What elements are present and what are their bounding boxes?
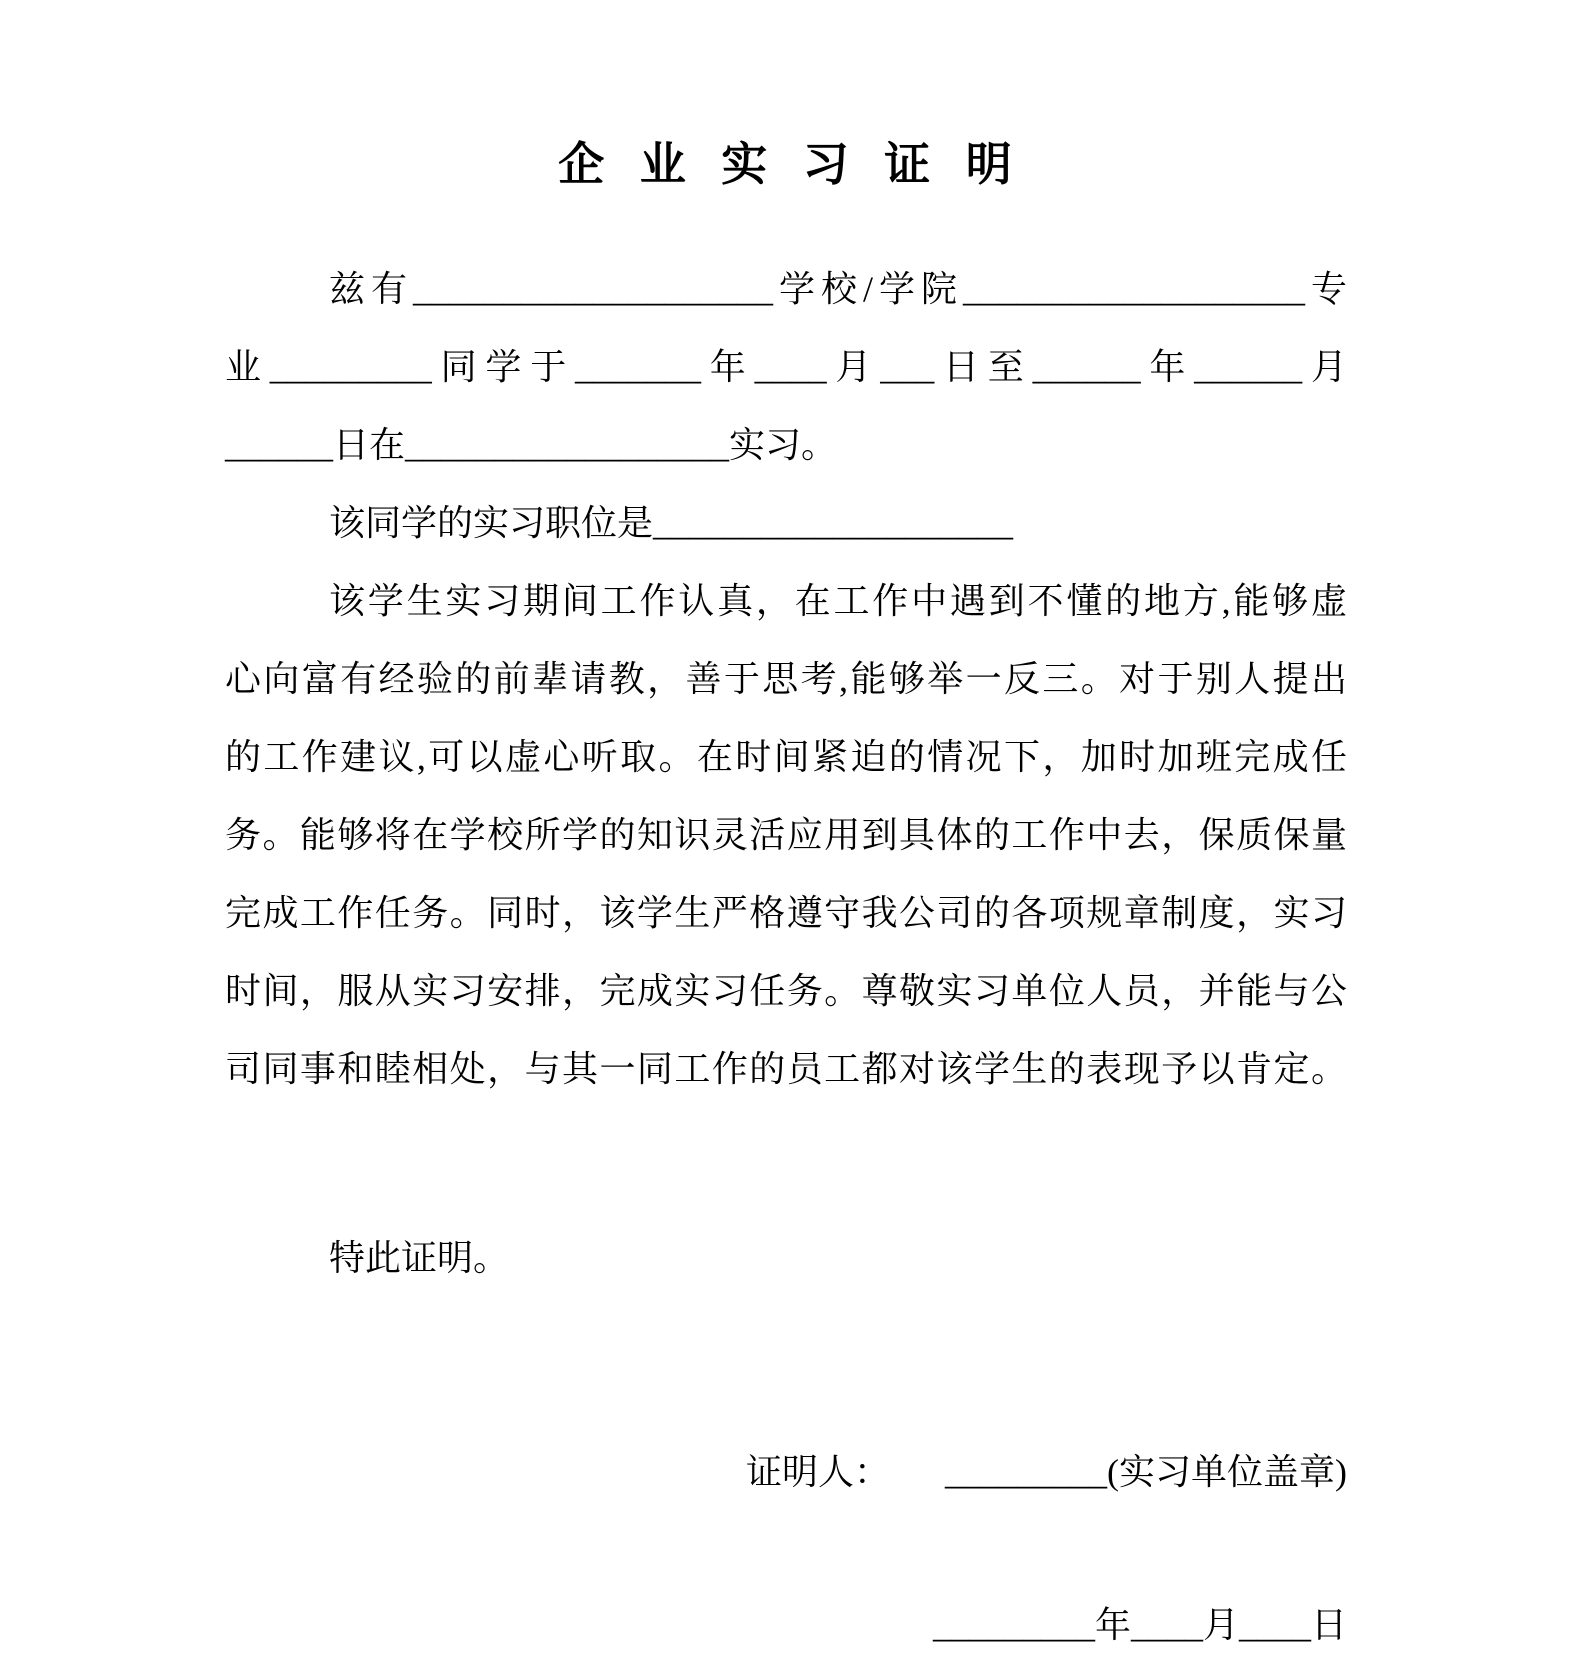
evaluation-line-7: 司同事和睦相处，与其一同工作的员工都对该学生的表现予以肯定。 [225, 1049, 1347, 1089]
intro-line-1: 兹有____________________学校/学院___________________专 [329, 269, 1347, 309]
evaluation-line-5: 完成工作任务。同时，该学生严格遵守我公司的各项规章制度，实习 [225, 893, 1347, 933]
company-stamp-note: (实习单位盖章) [1107, 1452, 1347, 1492]
evaluation-paragraph [225, 562, 1347, 1108]
evaluation-line-6: 时间，服从实习安排，完成实习任务。尊敬实习单位人员，并能与公 [225, 971, 1347, 1011]
intro-line-2: 业_________同学于_______年____月___日至______年______月 [225, 347, 1347, 387]
signature-row [225, 1433, 1347, 1511]
intro-line-3: ______日在__________________实习。 [225, 425, 838, 465]
intro-paragraph [225, 250, 1347, 484]
evaluation-line-3: 的工作建议,可以虚心听取。在时间紧迫的情况下，加时加班完成任 [225, 737, 1347, 777]
evaluation-line-4: 务。能够将在学校所学的知识灵活应用到具体的工作中去，保质保量 [225, 815, 1347, 855]
page-title: 企 业 实 习 证 明 [558, 139, 1014, 190]
internship-position-line: 该同学的实习职位是____________________ [329, 503, 1014, 543]
certifier-label: 证明人： [746, 1452, 891, 1492]
closing-statement: 特此证明。 [329, 1238, 510, 1278]
date-line: _________年____月____日 [933, 1605, 1347, 1645]
evaluation-line-2: 心向富有经验的前辈请教，善于思考,能够举一反三。对于别人提出 [225, 659, 1347, 699]
certifier-signature-blank: _________ [945, 1452, 1108, 1492]
evaluation-line-1: 该学生实习期间工作认真，在工作中遇到不懂的地方,能够虚 [329, 581, 1347, 621]
